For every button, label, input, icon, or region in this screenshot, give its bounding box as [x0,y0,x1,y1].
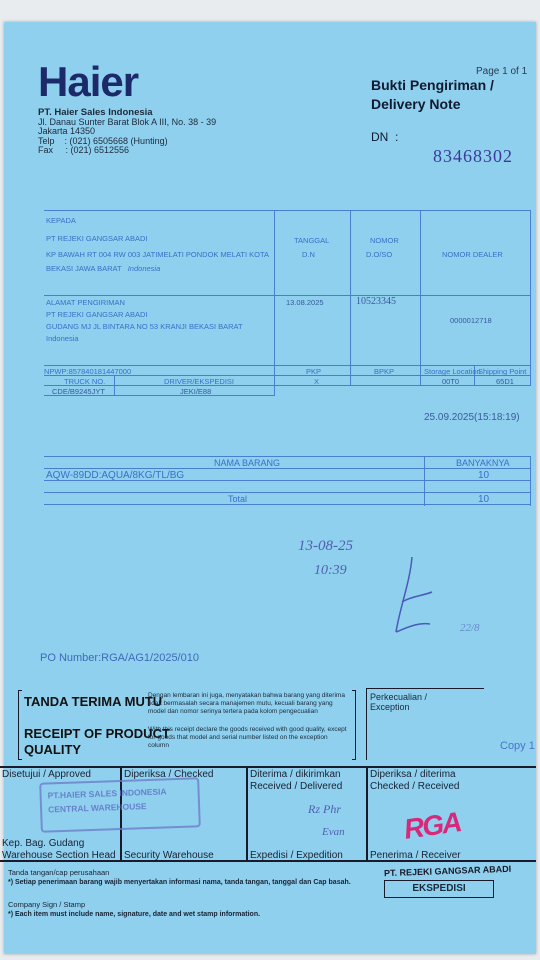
address-line-1: Jl. Danau Sunter Barat Blok A III, No. 38 - 39 [38,116,217,127]
truck-value: CDE/B9245JYT [52,387,105,396]
do-number: 10523345 [356,296,396,307]
approved-label: Disetujui / Approved [2,769,91,780]
receipt-title-en-1: RECEIPT OF PRODUCT [24,726,170,741]
exception-box [366,688,484,760]
bpkp-label: BPKP [374,367,395,376]
kepada-label: KEPADA [46,216,76,225]
stamp-ekspedisi: EKSPEDISI [384,880,494,898]
banyaknya-label: BANYAKNYA [456,458,510,468]
tanda-tangan-note: *) Setiap penerimaan barang wajib menyertakan informasi nama, tanda tangan, tanggal dan Cap basah. [8,879,351,886]
recipient-address-1: KP BAWAH RT 004 RW 003 JATIMELATI PONDOK MELATI KOTA [46,250,269,259]
title-line-1: Bukti Pengiriman / [371,77,494,93]
nomor-label: NOMOR [370,236,399,245]
dn-label: DN : [371,130,399,144]
receiver-label: Penerima / Receiver [370,850,461,861]
receipt-quality-box [18,690,358,760]
expedition-signature: Rz Phr [308,802,341,816]
shipping-value: 65D1 [496,377,514,386]
address-line-2: Jakarta 14350 [38,126,96,136]
npwp: NPWP:857840181447000 [44,367,132,376]
haier-warehouse-stamp [39,777,201,833]
kep-bag-label: Kep. Bag. Gudang [2,838,85,849]
storage-value: 00T0 [442,377,460,386]
dealer-label: NOMOR DEALER [442,250,503,259]
footer [8,868,378,920]
fax: Fax : (021) 6512556 [38,145,130,155]
stamp-company: PT. REJEKI GANGSAR ABADI [383,863,512,879]
alamat-label: ALAMAT PENGIRIMAN [46,298,125,307]
item-qty: 10 [478,470,490,481]
item-name: AQW-89DD:AQUA/8KG/TL/BG [46,470,185,481]
stamp-line-1: PT.HAIER SALES INDONESIA [47,786,167,801]
truck-label: TRUCK NO. [64,377,106,386]
po-number: PO Number:RGA/AG1/2025/010 [40,652,199,664]
recipient-country: Indonesia [127,264,161,273]
ship-country: Indonesia [46,334,79,343]
delivery-date: 13.08.2025 [286,298,324,307]
handwritten-time: 10:39 [314,563,347,578]
expedition-label: Expedisi / Expedition [250,850,343,861]
total-qty: 10 [478,494,490,505]
checked-received-label: Diperiksa / diterima Checked / Received [370,769,460,792]
pkp-label: PKP [306,367,322,376]
handwritten-signature [382,552,452,642]
recipient-table [44,210,536,396]
company-sign-label: Company Sign / Stamp [8,900,86,909]
rga-stamp: RGA [402,806,463,845]
handwritten-date: 13-08-25 [298,538,353,554]
dealer-number: 0000012718 [450,316,492,325]
nama-barang-label: NAMA BARANG [214,458,281,468]
received-delivered-label: Diterima / dikirimkan Received / Delivered [250,769,343,792]
page-indicator: Page 1 of 1 [476,66,528,77]
company-name: PT. Haier Sales Indonesia [38,107,153,118]
document-title [371,76,494,114]
recipient-name: PT REJEKI GANGSAR ABADI [46,234,148,243]
ship-name: PT REJEKI GANGSAR ABADI [46,310,148,319]
ship-address: GUDANG MJ JL BINTARA NO 53 KRANJI BEKASI BARAT [46,322,243,331]
handwritten-note: 22/8 [460,622,480,634]
security-label: Security Warehouse [124,850,214,861]
phone: Telp : (021) 6505668 (Hunting) [38,135,168,146]
company-sign-note: *) Each item must include name, signature, date and wet stamp information. [8,911,261,918]
receipt-title-en-2: QUALITY [24,742,82,757]
receipt-text-id: Dengan lembaran ini juga, menyatakan bahwa barang yang diterima tidak bermasalah secara manajemen mutu, kecuali barang yang model dan nomor serinya tertera pada kolom pengecualian [148,692,345,715]
recipient-city: BEKASI JAWA BARAT [46,264,122,273]
title-line-2: Delivery Note [371,96,461,112]
haier-logo: Haier [38,58,139,105]
expedition-name: Evan [322,826,345,838]
storage-location-label: Storage Location [424,367,481,376]
tanggal-sub: D.N [302,250,315,259]
tanggal-label: TANGGAL [294,236,330,245]
print-timestamp: 25.09.2025(15:18:19) [424,412,520,423]
recipient-address-2 [46,264,160,273]
company-info [38,108,216,156]
exception-label: Perkecualian / Exception [370,692,428,712]
driver-label: DRIVER/EKSPEDISI [164,377,235,386]
items-table [44,456,534,520]
receipt-text-en: With this receipt declare the goods received with good quality, except for goods that model and serial number listed on the exception column [148,726,347,749]
signature-grid [0,766,536,862]
receipt-title-id: TANDA TERIMA MUTU [24,694,163,709]
copy-label: Copy 1 [500,740,535,752]
pkp-mark: X [314,377,320,386]
checked-label: Diperiksa / Checked [124,769,214,780]
dn-number: 83468302 [433,146,513,166]
nomor-sub: D.O/SO [366,250,393,259]
stamp-line-2: CENTRAL WAREHOUSE [47,801,147,815]
tanda-tangan-label: Tanda tangan/cap perusahaan [8,868,110,877]
total-label: Total [228,494,248,504]
warehouse-head-label: Warehouse Section Head [2,850,116,861]
driver-value: JEKI/E88 [180,387,212,396]
shipping-point-label: Shipping Point [478,367,527,376]
